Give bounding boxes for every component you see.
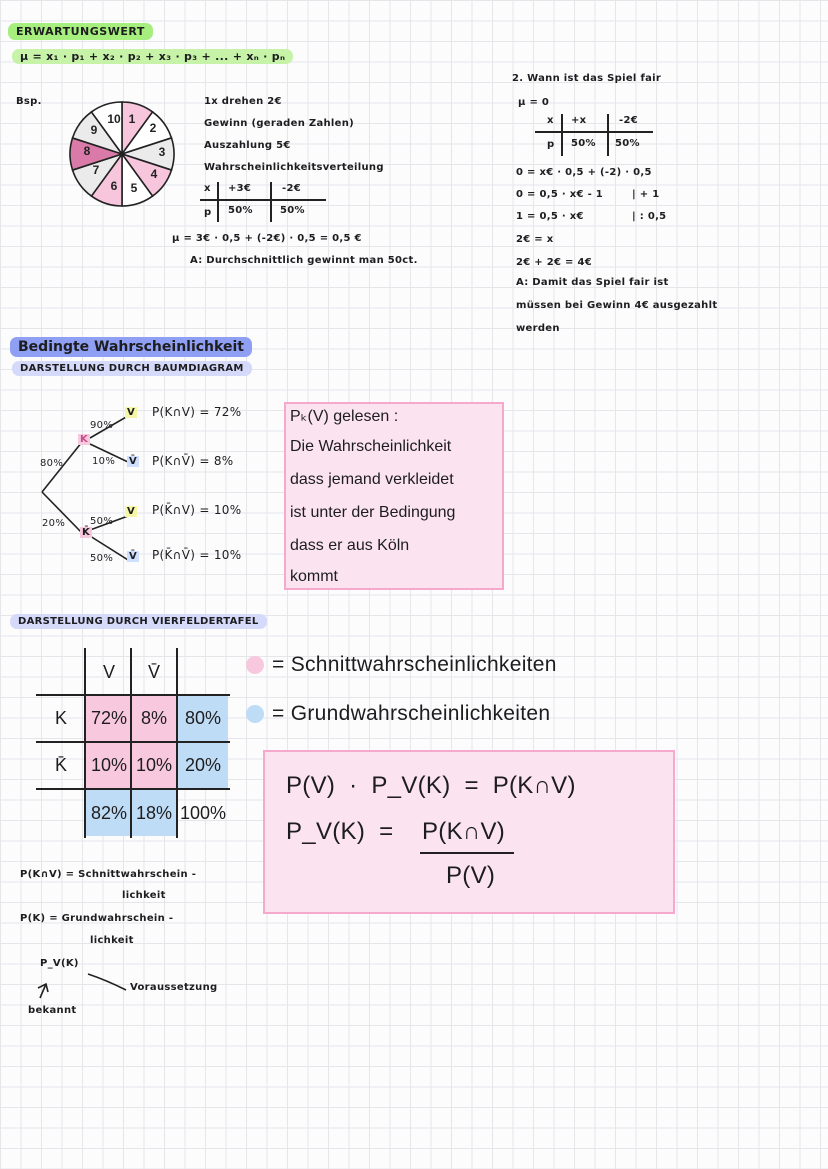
branch-prob: 10% <box>92 456 116 467</box>
fair-eq2: 0 = 0,5 · x€ - 1 <box>516 189 604 200</box>
branch-prob: 50% <box>90 553 114 564</box>
cell-kbar-v: 10% <box>90 755 128 775</box>
tree-result: P(K̄∩V) = 10% <box>152 503 242 517</box>
fair-eq3: 1 = 0,5 · x€ <box>516 211 584 222</box>
fair-eq5: 2€ + 2€ = 4€ <box>516 257 593 268</box>
wheel-number: 9 <box>90 123 98 137</box>
formula-multiplication: P(V) · P_V(K) = P(K∩V) <box>286 772 576 799</box>
header-kbar: K̄ <box>54 755 67 775</box>
branch-prob: 50% <box>90 516 114 527</box>
branch-prob-k: 80% <box>40 458 64 469</box>
voraussetzung-label: Voraussetzung <box>130 982 218 993</box>
note-line: Pₖ(V) gelesen : <box>290 408 399 425</box>
fair-eq4: 2€ = x <box>516 234 554 245</box>
tree-node-kbar: K̄ <box>82 527 91 538</box>
bekannt-label: bekannt <box>28 1005 77 1016</box>
legend-pink-label: = Schnittwahrscheinlichkeiten <box>272 653 557 676</box>
note-line: dass er aus Köln <box>290 537 410 554</box>
wheel-number: 10 <box>107 112 121 126</box>
branch-prob-kbar: 20% <box>42 518 66 529</box>
fair-answer: müssen bei Gewinn 4€ ausgezahlt <box>516 300 718 311</box>
fair-eq2-note: | + 1 <box>632 189 660 200</box>
section-title-bedingt: Bedingte Wahrscheinlichkeit <box>10 339 252 355</box>
subtitle-vierfeldertafel: DARSTELLUNG DURCH VIERFELDERTAFEL <box>10 616 267 627</box>
wheel-diagram <box>66 98 178 210</box>
tree-result: P(K∩V̄) = 8% <box>152 454 234 468</box>
fair-eq3-note: | : 0,5 <box>632 211 667 222</box>
fair-answer: A: Damit das Spiel fair ist <box>516 277 669 288</box>
fair-eq1: 0 = x€ · 0,5 + (-2) · 0,5 <box>516 167 652 178</box>
tree-leaf: V <box>127 506 136 517</box>
tree-node-k: K <box>80 434 89 445</box>
branch-prob: 90% <box>90 420 114 431</box>
definition-schnitt: P(K∩V) = Schnittwahrschein - <box>20 869 197 880</box>
formula-conditional-left: P_V(K) = <box>286 818 394 845</box>
legend-blue-dot <box>246 705 264 723</box>
wheel-number: 4 <box>150 167 158 181</box>
pvk-label: P_V(K) <box>40 958 79 969</box>
header-v: V <box>102 661 115 682</box>
note-line: ist unter der Bedingung <box>290 504 456 521</box>
cell-v-total: 82% <box>90 802 128 823</box>
tree-diagram <box>30 400 140 570</box>
cell-k-vbar: 8% <box>140 708 167 728</box>
tree-leaf: V̄ <box>129 551 138 562</box>
erwartungswert-formula: μ = x₁ · p₁ + x₂ · p₂ + x₃ · p₃ + ... + xₙ · pₙ <box>12 50 293 63</box>
fair-answer: werden <box>516 323 560 334</box>
example-answer: A: Durchschnittlich gewinnt man 50ct. <box>190 255 418 266</box>
expected-value-result: μ = 3€ · 0,5 + (-2€) · 0,5 = 0,5 € <box>172 233 362 244</box>
tree-leaf: V <box>127 407 136 418</box>
cell-kbar-vbar: 10% <box>135 755 173 775</box>
wheel-number: 2 <box>149 121 157 135</box>
note-line: Die Wahrscheinlichkeit <box>290 438 452 455</box>
legend-blue-label: = Grundwahrscheinlichkeiten <box>272 702 551 725</box>
wheel-number: 5 <box>130 181 138 195</box>
cell-k-total: 80% <box>184 708 222 728</box>
fraction-line <box>420 852 514 854</box>
cell-grand-total: 100% <box>179 802 227 823</box>
tree-leaf: V̄ <box>129 456 138 467</box>
definition-grund: P(K) = Grundwahrschein - <box>20 913 174 924</box>
wheel-number: 3 <box>158 145 166 159</box>
tree-result: P(K̄∩V̄) = 10% <box>152 548 242 562</box>
wheel-number: 8 <box>83 144 91 158</box>
formula-denominator: P(V) <box>446 862 496 889</box>
fair-mu: μ = 0 <box>518 97 550 108</box>
note-line: dass jemand verkleidet <box>290 471 454 488</box>
wheel-number: 6 <box>110 179 118 193</box>
distribution-table: x +3€ -2€ p 50% 50% <box>200 180 330 224</box>
example-line: 1x drehen 2€ <box>204 96 282 107</box>
header-k: K <box>54 708 67 728</box>
wheel-number: 1 <box>128 112 136 126</box>
fair-title: 2. Wann ist das Spiel fair <box>512 73 662 84</box>
example-line: Wahrscheinlichkeitsverteilung <box>204 162 384 173</box>
definition-grund-cont: lichkeit <box>90 935 134 946</box>
tree-result: P(K∩V) = 72% <box>152 405 242 419</box>
example-line: Gewinn (geraden Zahlen) <box>204 118 355 129</box>
example-line: Auszahlung 5€ <box>204 140 291 151</box>
cell-kbar-total: 20% <box>184 755 222 775</box>
subtitle-baumdiagramm: DARSTELLUNG DURCH BAUMDIAGRAM <box>12 363 252 374</box>
section-title-erwartungswert: ERWARTUNGSWERT <box>8 25 153 38</box>
legend-pink-dot <box>246 656 264 674</box>
header-vbar: V̄ <box>147 661 160 682</box>
wheel-number: 7 <box>92 163 100 177</box>
definition-schnitt-cont: lichkeit <box>122 890 166 901</box>
example-label: Bsp. <box>16 96 42 107</box>
cell-k-v: 72% <box>90 708 128 728</box>
note-line: kommt <box>290 568 338 585</box>
contingency-table <box>36 648 236 838</box>
conditional-note-box <box>284 402 504 590</box>
formula-numerator: P(K∩V) <box>422 818 506 845</box>
cell-vbar-total: 18% <box>135 802 173 823</box>
fair-table: x +x -2€ p 50% 50% <box>535 112 665 158</box>
